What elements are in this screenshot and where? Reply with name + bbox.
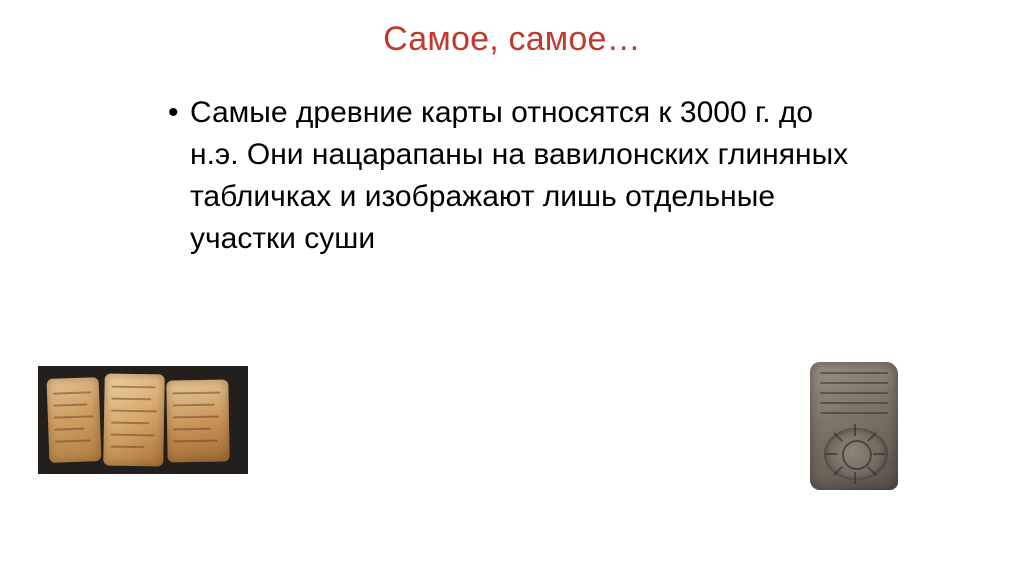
map-tablet-surface: [810, 362, 898, 490]
babylonian-map-tablet-photo: [806, 362, 902, 492]
babylonian-clay-tablets-photo: [38, 366, 248, 474]
clay-tablet-piece: [166, 379, 229, 462]
content-body: [168, 92, 868, 260]
list-item: [168, 92, 868, 260]
clay-tablet-piece: [47, 377, 102, 463]
bullet-text: Самые древние карты относятся к 3000 г. до н.э. Они нацарапаны на вавилонских глиняных табличках и изображают лишь отдельные участки суши: [190, 96, 849, 255]
page-title: Самое, самое…: [383, 20, 641, 58]
world-map-engraving: [824, 428, 888, 480]
clay-tablet-piece: [103, 373, 165, 466]
bullet-marker-icon: •: [168, 96, 179, 129]
